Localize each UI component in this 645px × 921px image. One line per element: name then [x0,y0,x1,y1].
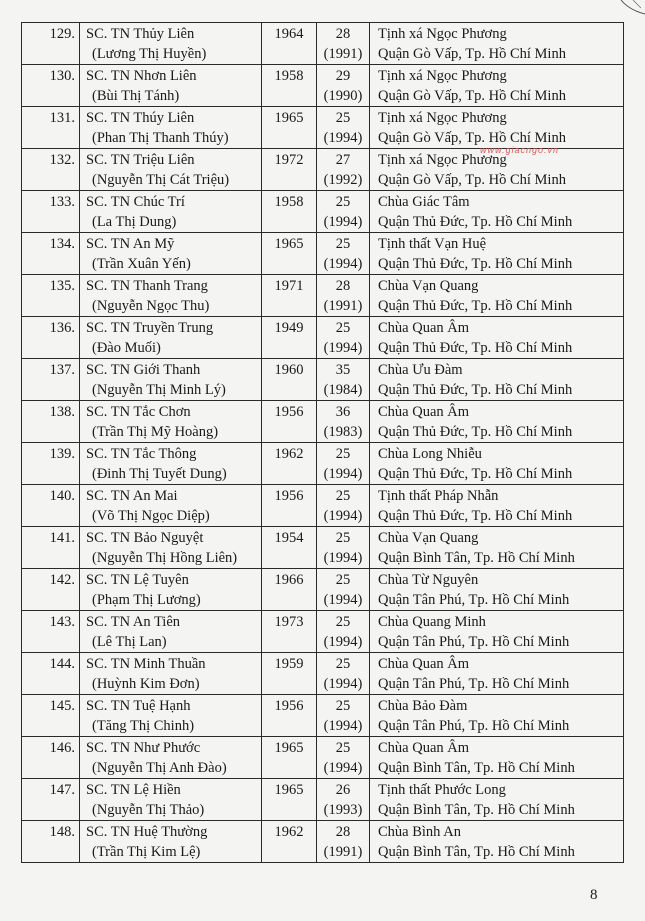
birth-year-cell [262,107,317,149]
temple-name: Chùa Quang Minh [378,614,486,630]
place-cell [370,653,624,695]
ordination-count: 25 [335,614,351,630]
birth-year-cell [262,359,317,401]
birth-year-cell [262,737,317,779]
dharma-name: SC. TN An Mỹ [86,236,175,252]
district-name: Quận Tân Phú, Tp. Hồ Chí Minh [378,634,570,650]
district-name: Quận Thủ Đức, Tp. Hồ Chí Minh [378,340,573,356]
ordination-cell [317,527,370,569]
district-name: Quận Gò Vấp, Tp. Hồ Chí Minh [378,172,566,188]
ordination-count: 25 [335,446,351,462]
ordination-cell [317,653,370,695]
birth-name: (Đinh Thị Tuyết Dung) [92,466,227,482]
row-number: 139. [49,446,75,462]
birth-name: (Nguyễn Ngọc Thu) [92,298,210,314]
table-row [22,233,624,275]
ordination-count: 28 [335,26,351,42]
temple-name: Chùa Vạn Quang [378,530,479,546]
birth-name: (Tăng Thị Chinh) [92,718,195,734]
birth-year: 1959 [274,656,304,672]
name-cell [80,569,262,611]
birth-year-cell [262,233,317,275]
row-number-cell [22,611,80,653]
row-number: 138. [49,404,75,420]
row-number: 148. [49,824,75,840]
row-number: 141. [49,530,75,546]
ordination-count: 29 [335,68,351,84]
ordination-cell [317,611,370,653]
birth-year: 1973 [274,614,304,630]
birth-year: 1958 [274,68,304,84]
birth-year: 1965 [274,236,304,252]
district-name: Quận Bình Tân, Tp. Hồ Chí Minh [378,844,575,860]
place-cell [370,821,624,863]
ordination-year: (1994) [323,508,363,524]
ordination-cell [317,737,370,779]
row-number-cell [22,359,80,401]
name-cell [80,653,262,695]
temple-name: Chùa Long Nhiễu [378,446,482,462]
temple-name: Chùa Quan Âm [378,656,470,672]
place-cell [370,695,624,737]
ordination-year: (1993) [323,802,363,818]
ordination-year: (1990) [323,88,363,104]
name-cell [80,611,262,653]
dharma-name: SC. TN Bảo Nguyệt [86,530,204,546]
birth-name: (Võ Thị Ngọc Diệp) [92,508,210,524]
place-cell [370,401,624,443]
row-number: 134. [49,236,75,252]
district-name: Quận Tân Phú, Tp. Hồ Chí Minh [378,718,570,734]
name-cell [80,107,262,149]
district-name: Quận Bình Tân, Tp. Hồ Chí Minh [378,550,575,566]
birth-year-cell [262,401,317,443]
row-number: 145. [49,698,75,714]
row-number: 132. [49,152,75,168]
ordination-count: 25 [335,698,351,714]
birth-year: 1962 [274,446,304,462]
name-cell [80,233,262,275]
row-number: 144. [49,656,75,672]
ordination-cell [317,233,370,275]
row-number-cell [22,653,80,695]
dharma-name: SC. TN Nhơn Liên [86,68,197,84]
temple-name: Chùa Từ Nguyên [378,572,479,588]
temple-name: Chùa Vạn Quang [378,278,479,294]
birth-year: 1971 [274,278,304,294]
row-number: 135. [49,278,75,294]
temple-name: Chùa Quan Âm [378,320,470,336]
ordination-cell [317,821,370,863]
place-cell [370,443,624,485]
dharma-name: SC. TN Tắc Thông [86,446,197,462]
birth-name: (Trần Thị Kim Lệ) [92,844,201,860]
table-row [22,317,624,359]
ordination-year: (1994) [323,466,363,482]
ordination-count: 36 [335,404,351,420]
birth-name: (Nguyễn Thị Anh Đào) [92,760,227,776]
name-cell [80,485,262,527]
place-cell [370,359,624,401]
row-number: 146. [49,740,75,756]
name-cell [80,737,262,779]
table-row [22,737,624,779]
table-row [22,695,624,737]
table-row [22,569,624,611]
dharma-name: SC. TN Huệ Thường [86,824,208,840]
table-row [22,485,624,527]
birth-year-cell [262,149,317,191]
birth-year-cell [262,485,317,527]
place-cell [370,485,624,527]
district-name: Quận Thủ Đức, Tp. Hồ Chí Minh [378,466,573,482]
birth-year-cell [262,443,317,485]
row-number-cell [22,443,80,485]
ordination-year: (1991) [323,298,363,314]
birth-year-cell [262,821,317,863]
row-number-cell [22,779,80,821]
birth-year-cell [262,653,317,695]
ordination-cell [317,275,370,317]
temple-name: Tịnh xá Ngọc Phương [378,68,507,84]
place-cell [370,107,624,149]
row-number-cell [22,275,80,317]
ordination-count: 25 [335,320,351,336]
dharma-name: SC. TN Như Phước [86,740,201,756]
row-number-cell [22,233,80,275]
name-cell [80,191,262,233]
table-row [22,401,624,443]
place-cell [370,23,624,65]
birth-year: 1965 [274,110,304,126]
name-cell [80,23,262,65]
dharma-name: SC. TN Lệ Hiền [86,782,181,798]
name-cell [80,149,262,191]
ordination-count: 25 [335,656,351,672]
ordination-count: 28 [335,824,351,840]
birth-year: 1965 [274,782,304,798]
temple-name: Tịnh thất Phước Long [378,782,506,798]
row-number: 142. [49,572,75,588]
place-cell [370,737,624,779]
row-number-cell [22,149,80,191]
birth-year-cell [262,779,317,821]
name-cell [80,65,262,107]
birth-name: (Nguyễn Thị Cát Triệu) [92,172,230,188]
dharma-name: SC. TN An Mai [86,488,178,504]
birth-year: 1964 [274,26,304,42]
district-name: Quận Thủ Đức, Tp. Hồ Chí Minh [378,298,573,314]
ordination-count: 25 [335,236,351,252]
table-row [22,527,624,569]
district-name: Quận Tân Phú, Tp. Hồ Chí Minh [378,592,570,608]
name-cell [80,401,262,443]
district-name: Quận Bình Tân, Tp. Hồ Chí Minh [378,802,575,818]
birth-name: (Nguyễn Thị Hồng Liên) [92,550,238,566]
place-cell [370,275,624,317]
temple-name: Chùa Bình An [378,824,461,840]
place-cell [370,527,624,569]
ordination-count: 26 [335,782,351,798]
dharma-name: SC. TN Thúy Liên [86,110,195,126]
ordination-year: (1994) [323,130,363,146]
birth-year: 1960 [274,362,304,378]
district-name: Quận Gò Vấp, Tp. Hồ Chí Minh [378,130,566,146]
birth-name: (Nguyễn Thị Thảo) [92,802,205,818]
ordination-count: 35 [335,362,351,378]
row-number: 129. [49,26,75,42]
ordination-year: (1994) [323,760,363,776]
dharma-name: SC. TN Thanh Trang [86,278,208,294]
birth-year: 1949 [274,320,304,336]
name-cell [80,527,262,569]
place-cell [370,65,624,107]
ordination-cell [317,695,370,737]
name-cell [80,779,262,821]
table-row [22,275,624,317]
dharma-name: SC. TN Tuệ Hạnh [86,698,191,714]
temple-name: Tịnh xá Ngọc Phương [378,152,507,168]
birth-name: (Phan Thị Thanh Thúy) [92,130,229,146]
row-number: 136. [49,320,75,336]
row-number-cell [22,527,80,569]
birth-year: 1956 [274,404,304,420]
district-name: Quận Thủ Đức, Tp. Hồ Chí Minh [378,256,573,272]
ordination-count: 25 [335,488,351,504]
ordination-year: (1992) [323,172,363,188]
dharma-name: SC. TN Giới Thanh [86,362,201,378]
birth-year: 1954 [274,530,304,546]
dharma-name: SC. TN Thủy Liên [86,26,195,42]
birth-year: 1956 [274,698,304,714]
ordination-cell [317,107,370,149]
ordination-year: (1994) [323,718,363,734]
birth-year: 1962 [274,824,304,840]
ordination-year: (1994) [323,340,363,356]
birth-year: 1965 [274,740,304,756]
name-cell [80,821,262,863]
place-cell [370,779,624,821]
ordination-cell [317,569,370,611]
ordination-year: (1984) [323,382,363,398]
row-number-cell [22,821,80,863]
page-number: 8 [590,887,598,903]
ordination-year: (1994) [323,256,363,272]
temple-name: Chùa Ưu Đàm [378,362,463,378]
row-number: 143. [49,614,75,630]
name-cell [80,275,262,317]
row-number: 147. [49,782,75,798]
birth-year-cell [262,569,317,611]
ordination-year: (1994) [323,214,363,230]
table-row [22,779,624,821]
ordination-cell [317,401,370,443]
row-number: 137. [49,362,75,378]
ordination-cell [317,23,370,65]
row-number-cell [22,317,80,359]
district-name: Quận Bình Tân, Tp. Hồ Chí Minh [378,760,575,776]
ordination-cell [317,443,370,485]
temple-name: Chùa Quan Âm [378,404,470,420]
dharma-name: SC. TN Lệ Tuyên [86,572,189,588]
dharma-name: SC. TN Tắc Chơn [86,404,191,420]
birth-name: (Trần Thị Mỹ Hoàng) [92,424,219,440]
table-row [22,191,624,233]
temple-name: Chùa Bảo Đàm [378,698,468,714]
table-row [22,821,624,863]
birth-name: (Nguyễn Thị Minh Lý) [92,382,226,398]
dharma-name: SC. TN Minh Thuần [86,656,206,672]
dharma-name: SC. TN Truyền Trung [86,320,214,336]
birth-year-cell [262,23,317,65]
table-row [22,107,624,149]
ordination-cell [317,65,370,107]
ordination-year: (1994) [323,592,363,608]
row-number-cell [22,107,80,149]
row-number-cell [22,695,80,737]
table-row [22,611,624,653]
place-cell [370,191,624,233]
ordination-cell [317,359,370,401]
birth-name: (La Thị Dung) [92,214,177,230]
watermark-text: www.giacngo.vn [480,145,560,155]
dharma-name: SC. TN An Tiên [86,614,181,630]
birth-year-cell [262,275,317,317]
row-number-cell [22,23,80,65]
dharma-name: SC. TN Triệu Liên [86,152,195,168]
birth-year: 1958 [274,194,304,210]
row-number-cell [22,737,80,779]
ordination-count: 25 [335,530,351,546]
birth-name: (Bùi Thị Tánh) [92,88,180,104]
birth-name: (Lê Thị Lan) [92,634,167,650]
birth-year-cell [262,695,317,737]
row-number: 133. [49,194,75,210]
birth-year-cell [262,611,317,653]
dharma-name: SC. TN Chúc Trí [86,194,185,210]
ordination-count: 25 [335,572,351,588]
row-number: 130. [49,68,75,84]
row-number-cell [22,569,80,611]
district-name: Quận Thủ Đức, Tp. Hồ Chí Minh [378,214,573,230]
ordination-year: (1991) [323,844,363,860]
ordination-year: (1994) [323,550,363,566]
place-cell [370,611,624,653]
birth-year-cell [262,191,317,233]
ordination-cell [317,191,370,233]
name-cell [80,443,262,485]
row-number-cell [22,485,80,527]
district-name: Quận Thủ Đức, Tp. Hồ Chí Minh [378,508,573,524]
temple-name: Chùa Quan Âm [378,740,470,756]
place-cell [370,233,624,275]
ordination-year: (1994) [323,676,363,692]
temple-name: Tịnh xá Ngọc Phương [378,110,507,126]
birth-name: (Huỳnh Kim Đơn) [92,676,200,692]
table-row [22,443,624,485]
ordination-cell [317,485,370,527]
birth-name: (Lương Thị Huyền) [92,46,207,62]
name-cell [80,695,262,737]
name-cell [80,359,262,401]
place-cell [370,317,624,359]
birth-name: (Phạm Thị Lương) [92,592,201,608]
table-row [22,653,624,695]
row-number-cell [22,65,80,107]
birth-year: 1972 [274,152,304,168]
birth-year: 1966 [274,572,304,588]
ordination-year: (1994) [323,634,363,650]
row-number: 140. [49,488,75,504]
birth-year-cell [262,527,317,569]
temple-name: Tịnh xá Ngọc Phương [378,26,507,42]
district-name: Quận Thủ Đức, Tp. Hồ Chí Minh [378,424,573,440]
row-number: 131. [49,110,75,126]
ordination-year: (1983) [323,424,363,440]
row-number-cell [22,401,80,443]
birth-year: 1956 [274,488,304,504]
ordination-cell [317,317,370,359]
table-row [22,359,624,401]
ordination-cell [317,149,370,191]
ordination-count: 27 [335,152,351,168]
temple-name: Tịnh thất Pháp Nhẫn [378,488,499,504]
name-cell [80,317,262,359]
temple-name: Tịnh thất Vạn Huệ [378,236,487,252]
table-row [22,23,624,65]
ordination-count: 25 [335,110,351,126]
birth-year-cell [262,317,317,359]
ordination-count: 28 [335,278,351,294]
ordination-year: (1991) [323,46,363,62]
row-number-cell [22,191,80,233]
birth-year-cell [262,65,317,107]
ordination-cell [317,779,370,821]
place-cell [370,569,624,611]
ordination-count: 25 [335,740,351,756]
ordination-count: 25 [335,194,351,210]
district-name: Quận Gò Vấp, Tp. Hồ Chí Minh [378,46,566,62]
birth-name: (Đào Muối) [92,340,161,356]
birth-name: (Trần Xuân Yến) [92,256,191,272]
table-row [22,65,624,107]
district-name: Quận Thủ Đức, Tp. Hồ Chí Minh [378,382,573,398]
temple-name: Chùa Giác Tâm [378,194,470,210]
district-name: Quận Tân Phú, Tp. Hồ Chí Minh [378,676,570,692]
district-name: Quận Gò Vấp, Tp. Hồ Chí Minh [378,88,566,104]
